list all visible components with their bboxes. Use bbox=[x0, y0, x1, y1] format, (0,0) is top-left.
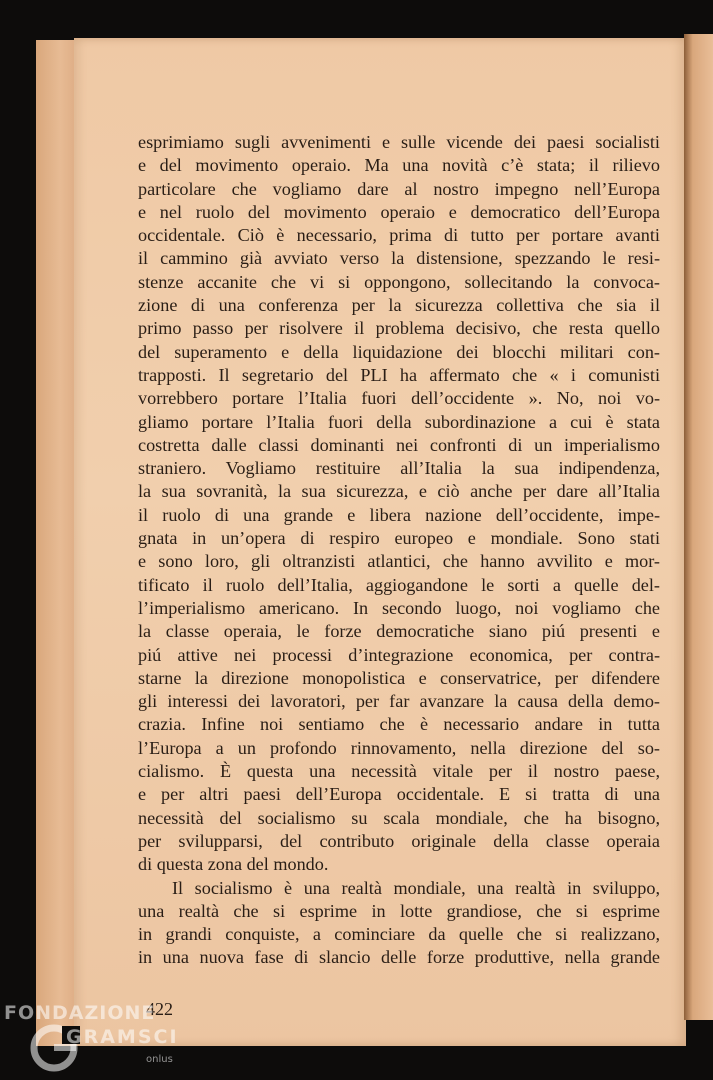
text-line: e del movimento operaio. Ma una novità c’è stata; il rilievo bbox=[138, 155, 660, 176]
text-line: del superamento e della liquidazione dei blocchi militari con- bbox=[138, 341, 660, 362]
text-line: il ruolo di una grande e libera nazione dell’occidente, impe- bbox=[138, 504, 660, 525]
text-line: la classe operaia, le forze democratiche siano piú presenti e bbox=[138, 621, 660, 642]
text-line: esprimiamo sugli avvenimenti e sulle vicende dei paesi socialisti bbox=[138, 132, 660, 152]
watermark-line2: GRAMSCI bbox=[66, 1026, 179, 1048]
text-line: trapposti. Il segretario del PLI ha affermato che « i comunisti bbox=[138, 364, 660, 385]
text-line: particolare che vogliamo dare al nostro impegno nell’Europa bbox=[138, 178, 660, 199]
text-line: e sono loro, gli oltranzisti atlantici, che hanno avvilito e mor- bbox=[138, 551, 660, 572]
text-line: e per altri paesi dell’Europa occidentale. E si tratta di una bbox=[138, 784, 660, 805]
text-line: gnata in un’opera di respiro europeo e mondiale. Sono stati bbox=[138, 528, 660, 549]
text-line: e nel ruolo del movimento operaio e democratico dell’Europa bbox=[138, 201, 660, 222]
text-line: la sua sovranità, la sua sicurezza, e ciò anche per dare all’Italia bbox=[138, 481, 660, 502]
text-line: straniero. Vogliamo restituire all’Italia la sua indipendenza, bbox=[138, 458, 660, 479]
watermark bbox=[4, 1002, 204, 1080]
text-line: zione di una conferenza per la sicurezza collettiva che sia il bbox=[138, 295, 660, 316]
text-line: Il socialismo è una realtà mondiale, una realtà in sviluppo, bbox=[172, 877, 660, 898]
watermark-line3: onlus bbox=[146, 1054, 173, 1065]
text-line: vorrebbero portare l’Italia fuori dell’occidente ». No, noi vo- bbox=[138, 388, 660, 409]
text-line: piú attive nei processi d’integrazione economica, per contra- bbox=[138, 644, 660, 665]
text-line: l’imperialismo americano. In secondo luogo, noi vogliamo che bbox=[138, 597, 660, 618]
text-line: tificato il ruolo dell’Italia, aggiogandone le sorti a quelle del- bbox=[138, 574, 660, 595]
text-line: crazia. Infine noi sentiamo che è necessario andare in tutta bbox=[138, 714, 660, 735]
body-text bbox=[138, 131, 660, 970]
text-line: di questa zona del mondo. bbox=[138, 854, 329, 875]
text-line: il cammino già avviato verso la distensione, spezzando le resi- bbox=[138, 248, 660, 269]
page-number: 422 bbox=[146, 999, 173, 1019]
text-line: una realtà che si esprime in lotte grandiose, che si esprime bbox=[138, 900, 660, 921]
text-line: in una nuova fase di slancio delle forze produttive, nella grande bbox=[138, 947, 660, 968]
text-line: per svilupparsi, del contributo originale della classe operaia bbox=[138, 830, 660, 851]
text-line: stenze accanite che vi si oppongono, sollecitando la convoca- bbox=[138, 271, 660, 292]
text-line: necessità del socialismo su scala mondiale, che ha bisogno, bbox=[138, 807, 660, 828]
text-line: gliamo portare l’Italia fuori della subordinazione a cui è stata bbox=[138, 411, 660, 432]
text-line: occidentale. Ciò è necessario, prima di tutto per portare avanti bbox=[138, 225, 660, 246]
watermark-line1: FONDAZIONE bbox=[4, 1002, 156, 1024]
text-line: l’Europa a un profondo rinnovamento, nella direzione del so- bbox=[138, 737, 660, 758]
text-line: starne la direzione monopolistica e conservatrice, per difendere bbox=[138, 667, 660, 688]
text-line: in grandi conquiste, a cominciare da quelle che si realizzano, bbox=[138, 924, 660, 945]
text-line: costretta dalle classi dominanti nei confronti di un imperialismo bbox=[138, 434, 660, 455]
page-edge-right bbox=[684, 34, 713, 1020]
text-line: primo passo per risolvere il problema decisivo, che resta quello bbox=[138, 318, 660, 339]
text-line: cialismo. È questa una necessità vitale per il nostro paese, bbox=[138, 761, 660, 782]
text-line: gli interessi dei lavoratori, per far avanzare la causa della demo- bbox=[138, 691, 660, 712]
